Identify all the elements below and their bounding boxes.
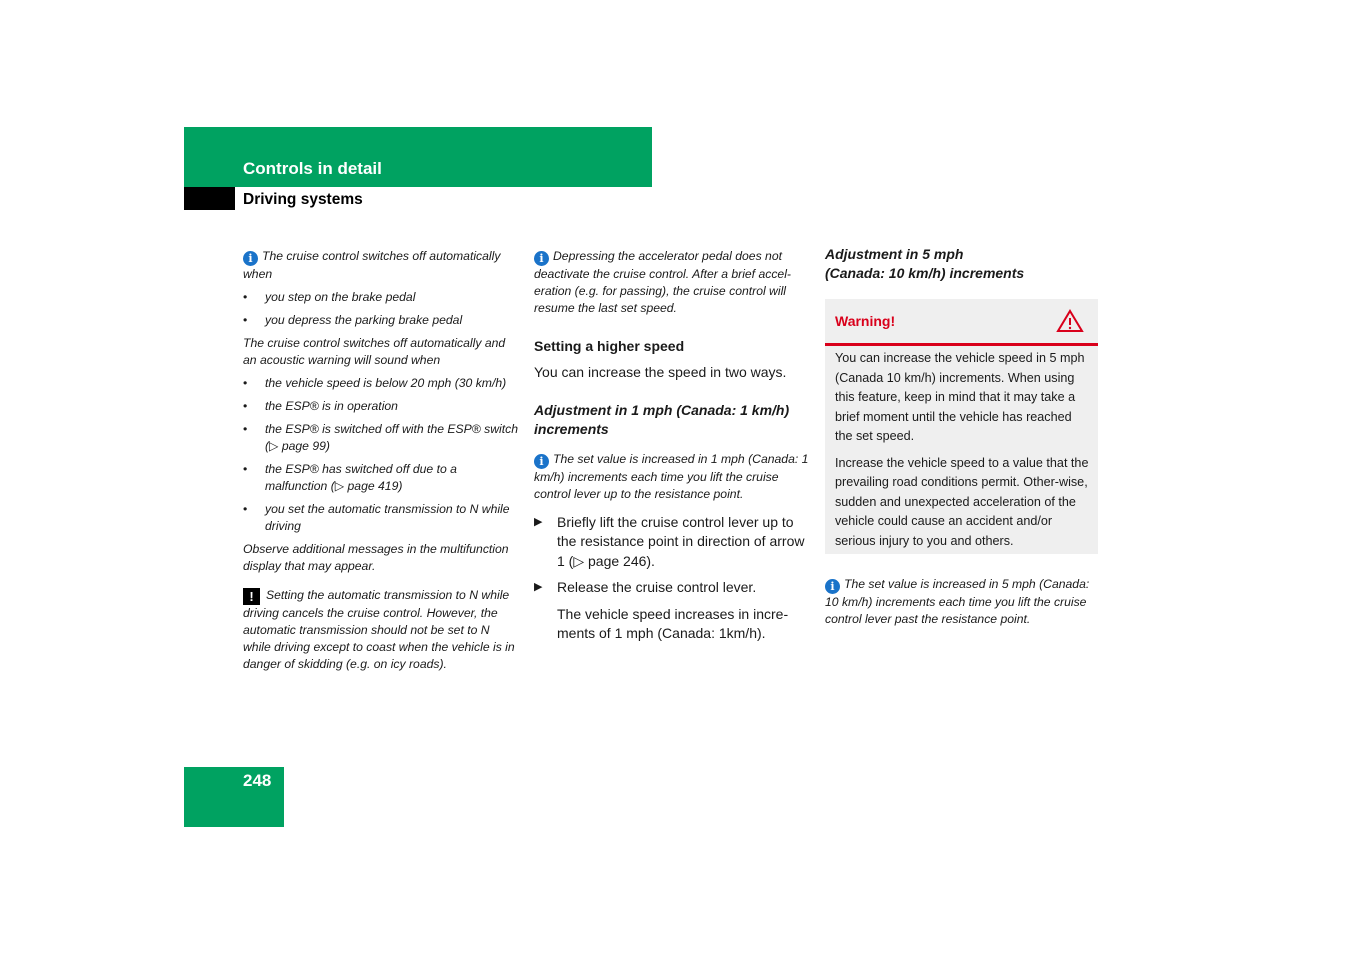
- list-item: [243, 398, 518, 415]
- warning-header: [825, 299, 1098, 346]
- bullet-icon: •: [243, 399, 248, 413]
- chapter-title: Controls in detail: [243, 159, 382, 178]
- list-item-text: you set the automatic transmission to N while driving: [265, 502, 510, 533]
- page-number: 248: [243, 771, 272, 790]
- body-text: You can increase the speed in two ways.: [534, 364, 787, 380]
- info-icon: i: [534, 454, 549, 469]
- list-item-text: you depress the parking brake pedal: [265, 313, 463, 327]
- procedure-heading: (Canada: 10 km/h) increments: [825, 265, 1025, 281]
- column-2: [534, 248, 810, 651]
- info-note: [243, 248, 518, 283]
- caution-text: Setting the automatic transmission to N while driving cancels the cruise control. However, the automatic transmission should not be set to N while driving except to coast when the vehicle is in danger of skidding (e.g. on icy roads).: [243, 588, 515, 671]
- info-note: [534, 248, 810, 317]
- section-title: Driving systems: [243, 191, 363, 208]
- list-item: [243, 501, 518, 535]
- triangle-bullet-icon: ▶: [534, 581, 543, 593]
- step-result: The vehicle speed increases in incre-ments of 1 mph (Canada: 1km/h).: [557, 605, 789, 641]
- bullet-icon: •: [243, 290, 248, 304]
- section-tab-marker: [184, 187, 235, 210]
- subsection-heading: Setting a higher speed: [534, 338, 685, 354]
- note-text: Observe additional messages in the multifunction display that may appear.: [243, 542, 509, 573]
- info-icon: i: [243, 251, 258, 266]
- info-note: [534, 451, 810, 503]
- list-item-text: the ESP® has switched off due to a malfunction (▷ page 419): [265, 462, 457, 493]
- info-note: [825, 576, 1100, 634]
- list-item-text: the vehicle speed is below 20 mph (30 km/h): [265, 376, 507, 390]
- column-3: [825, 245, 1098, 283]
- list-item-text: you step on the brake pedal: [265, 290, 416, 304]
- info-note-text: The cruise control switches off automatically when: [243, 249, 501, 281]
- list-item: [243, 312, 518, 329]
- warning-paragraph: Increase the vehicle speed to a value that the prevailing road conditions permit. Other-wise, sudden and unexpected acceleration of the vehicle could cause an accident and/or serious injury to you and others.: [835, 455, 1089, 548]
- procedure-step: [534, 578, 810, 598]
- column-1: [243, 248, 518, 679]
- procedure-heading: Adjustment in 5 mph: [825, 246, 964, 262]
- procedure-step: [534, 513, 810, 572]
- procedure-heading: Adjustment in 1 mph (Canada: 1 km/h) increments: [534, 401, 790, 437]
- list-item: [243, 421, 518, 455]
- note-text: The cruise control switches off automatically and an acoustic warning will sound when: [243, 336, 506, 367]
- warning-paragraph: You can increase the vehicle speed in 5 mph (Canada 10 km/h) increments. When using this feature, keep in mind that it may take a brief moment until the vehicle has reached the set speed.: [835, 351, 1085, 443]
- exclamation-icon: !: [243, 588, 260, 605]
- step-text: Briefly lift the cruise control lever up to the resistance point in direction of arrow 1 (▷ page 246).: [557, 513, 805, 569]
- list-item: [243, 461, 518, 495]
- list-item: [243, 289, 518, 306]
- warning-label: Warning!: [835, 313, 896, 329]
- list-item: [243, 375, 518, 392]
- bullet-icon: •: [243, 422, 248, 436]
- warning-box: [825, 299, 1098, 554]
- info-icon: i: [825, 579, 840, 594]
- warning-body: [835, 349, 1091, 558]
- list-item-text: the ESP® is in operation: [265, 399, 398, 413]
- bullet-icon: •: [243, 313, 248, 327]
- info-note-text: The set value is increased in 1 mph (Canada: 1 km/h) increments each time you lift the cruise control lever up to the resistance point.: [534, 451, 809, 501]
- info-icon: i: [534, 251, 549, 266]
- bullet-icon: •: [243, 502, 248, 516]
- info-note-text: The set value is increased in 5 mph (Canada: 10 km/h) increments each time you lift the cruise control lever past the resistance point.: [825, 577, 1090, 626]
- step-text: Release the cruise control lever.: [557, 579, 757, 595]
- bullet-icon: •: [243, 376, 248, 390]
- list-item-text: the ESP® is switched off with the ESP® switch (▷ page 99): [265, 422, 519, 453]
- info-note-text: Depressing the accelerator pedal does not deactivate the cruise control. After a brief accel-eration (e.g. for passing), the cruise control will resume the last set speed.: [534, 249, 791, 315]
- caution-note: [243, 587, 518, 673]
- triangle-bullet-icon: ▶: [534, 515, 543, 528]
- warning-triangle-icon: [1056, 309, 1084, 333]
- bullet-icon: •: [243, 462, 248, 476]
